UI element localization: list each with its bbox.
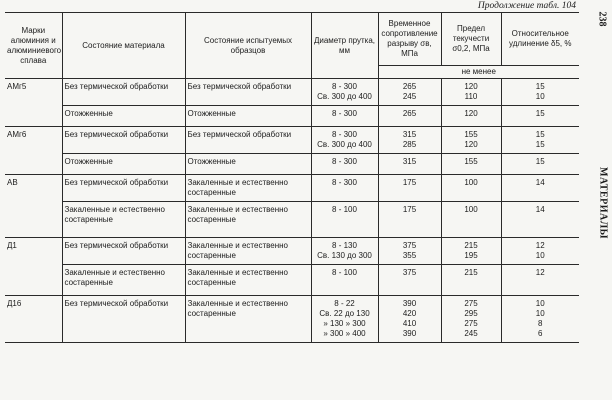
diameter-cell-value: Св. 300 до 400 <box>317 92 372 101</box>
tensile-cell-value: 410 <box>402 319 417 328</box>
diameter-cell <box>311 127 378 154</box>
tensile-cell-value: 355 <box>402 251 417 260</box>
properties-table <box>5 12 579 343</box>
table-row <box>5 296 579 343</box>
diameter-cell <box>311 296 378 343</box>
grade-cell: Д16 <box>5 296 62 343</box>
yield-cell-value: 120 <box>464 140 478 149</box>
yield-cell <box>441 106 501 127</box>
tensile-cell-value: 420 <box>402 309 417 318</box>
table-row <box>5 202 579 238</box>
yield-cell <box>441 79 501 106</box>
diameter-cell-value: 8 - 130 <box>332 241 357 250</box>
tensile-cell-value: 390 <box>402 299 417 308</box>
yield-cell-value: 120 <box>464 82 478 91</box>
tensile-cell <box>378 238 441 265</box>
specimen-state-cell: Закаленные и естественно состаренные <box>185 238 311 265</box>
tensile-cell <box>378 154 441 175</box>
header-diameter: Диаметр прутка, мм <box>311 13 378 79</box>
elongation-cell-value: 15 <box>535 130 545 139</box>
yield-cell-value: 215 <box>464 268 478 277</box>
yield-cell <box>441 127 501 154</box>
table-row <box>5 175 579 202</box>
specimen-state-cell: Закаленные и естественно состаренные <box>185 296 311 343</box>
diameter-cell-value: Св. 130 до 300 <box>317 251 372 260</box>
elongation-cell-value: 8 <box>538 319 543 328</box>
specimen-state-cell: Без термической обработки <box>185 79 311 106</box>
table-caption: Продолжение табл. 104 <box>477 1 576 11</box>
yield-cell <box>441 296 501 343</box>
elongation-cell <box>501 79 579 106</box>
diameter-cell-value: » 300 » 400 <box>323 329 366 338</box>
elongation-cell <box>501 106 579 127</box>
diameter-cell-value: 8 - 300 <box>332 130 357 139</box>
section-title: МАТЕРИАЛЫ <box>597 167 609 239</box>
table-row <box>5 106 579 127</box>
grade-cell: Д1 <box>5 238 62 296</box>
diameter-cell-value: 8 - 300 <box>332 82 357 91</box>
material-state-cell: Без термической обработки <box>62 127 185 154</box>
elongation-cell-value: 12 <box>535 268 545 277</box>
yield-cell-value: 100 <box>464 205 478 214</box>
diameter-cell <box>311 265 378 296</box>
diameter-cell-value: 8 - 300 <box>332 157 357 166</box>
page-number: 238 <box>596 11 608 27</box>
diameter-cell <box>311 238 378 265</box>
material-state-cell: Закаленные и естественно состаренные <box>62 265 185 296</box>
elongation-cell-value: 6 <box>538 329 543 338</box>
yield-cell-value: 195 <box>464 251 478 260</box>
grade-cell: АВ <box>5 175 62 238</box>
yield-cell <box>441 238 501 265</box>
diameter-cell <box>311 79 378 106</box>
tensile-cell <box>378 127 441 154</box>
header-elongation: Относительное удлинение δ5, % <box>501 13 579 66</box>
yield-cell <box>441 202 501 238</box>
elongation-cell <box>501 154 579 175</box>
tensile-cell <box>378 202 441 238</box>
yield-cell-value: 100 <box>464 178 478 187</box>
yield-cell-value: 120 <box>464 109 478 118</box>
yield-cell-value: 215 <box>464 241 478 250</box>
yield-cell-value: 275 <box>464 319 478 328</box>
diameter-cell-value: Св. 22 до 130 <box>319 309 370 318</box>
yield-cell-value: 155 <box>464 130 478 139</box>
header-grade: Марки алюминия и алюминиевого сплава <box>5 13 62 79</box>
material-state-cell: Отожженные <box>62 154 185 175</box>
yield-cell <box>441 265 501 296</box>
elongation-cell <box>501 296 579 343</box>
yield-cell <box>441 175 501 202</box>
diameter-cell-value: 8 - 300 <box>332 178 357 187</box>
diameter-cell <box>311 154 378 175</box>
yield-cell-value: 155 <box>464 157 478 166</box>
yield-cell-value: 275 <box>464 299 478 308</box>
tensile-cell <box>378 265 441 296</box>
tensile-cell <box>378 79 441 106</box>
tensile-cell-value: 315 <box>402 157 417 166</box>
grade-cell: АМг5 <box>5 79 62 127</box>
diameter-cell <box>311 202 378 238</box>
specimen-state-cell: Закаленные и естественно состаренные <box>185 265 311 296</box>
header-not-less: не менее <box>378 66 579 79</box>
header-tensile: Временное сопротивление разрыву σв, МПа <box>378 13 441 66</box>
material-state-cell: Закаленные и естественно состаренные <box>62 202 185 238</box>
tensile-cell <box>378 296 441 343</box>
elongation-cell-value: 15 <box>535 109 545 118</box>
material-state-cell: Без термической обработки <box>62 175 185 202</box>
elongation-cell-value: 10 <box>535 299 545 308</box>
elongation-cell-value: 15 <box>535 82 545 91</box>
yield-cell-value: 110 <box>464 92 478 101</box>
diameter-cell-value: » 130 » 300 <box>323 319 366 328</box>
table-row <box>5 127 579 154</box>
tensile-cell-value: 265 <box>402 109 417 118</box>
tensile-cell-value: 245 <box>402 92 417 101</box>
specimen-state-cell: Закаленные и естественно состаренные <box>185 202 311 238</box>
elongation-cell-value: 15 <box>535 140 545 149</box>
tensile-cell <box>378 175 441 202</box>
tensile-cell-value: 375 <box>402 241 417 250</box>
elongation-cell-value: 14 <box>535 178 545 187</box>
header-specimen-state: Состояние испытуемых образцов <box>185 13 311 79</box>
yield-cell-value: 245 <box>464 329 478 338</box>
elongation-cell <box>501 265 579 296</box>
elongation-cell-value: 10 <box>535 92 545 101</box>
diameter-cell <box>311 175 378 202</box>
material-state-cell: Без термической обработки <box>62 79 185 106</box>
elongation-cell <box>501 175 579 202</box>
specimen-state-cell: Отожженные <box>185 106 311 127</box>
diameter-cell-value: Св. 300 до 400 <box>317 140 372 149</box>
header-material-state: Состояние материала <box>62 13 185 79</box>
elongation-cell-value: 14 <box>535 205 545 214</box>
table-row <box>5 265 579 296</box>
elongation-cell-value: 15 <box>535 157 545 166</box>
tensile-cell-value: 175 <box>402 205 417 214</box>
diameter-cell <box>311 106 378 127</box>
elongation-cell-value: 10 <box>535 251 545 260</box>
tensile-cell-value: 175 <box>402 178 417 187</box>
diameter-cell-value: 8 - 100 <box>332 205 357 214</box>
material-state-cell: Без термической обработки <box>62 296 185 343</box>
elongation-cell <box>501 127 579 154</box>
specimen-state-cell: Отожженные <box>185 154 311 175</box>
diameter-cell-value: 8 - 300 <box>332 109 357 118</box>
tensile-cell-value: 390 <box>402 329 417 338</box>
elongation-cell-value: 10 <box>535 309 545 318</box>
table-row <box>5 238 579 265</box>
elongation-cell-value: 12 <box>535 241 545 250</box>
tensile-cell-value: 315 <box>402 130 417 139</box>
grade-cell: АМг6 <box>5 127 62 175</box>
material-state-cell: Без термической обработки <box>62 238 185 265</box>
specimen-state-cell: Без термической обработки <box>185 127 311 154</box>
header-yield: Предел текучести σ0,2, МПа <box>441 13 501 66</box>
tensile-cell-value: 265 <box>402 82 417 91</box>
tensile-cell <box>378 106 441 127</box>
diameter-cell-value: 8 - 100 <box>332 268 357 277</box>
material-state-cell: Отожженные <box>62 106 185 127</box>
yield-cell-value: 295 <box>464 309 478 318</box>
yield-cell <box>441 154 501 175</box>
diameter-cell-value: 8 - 22 <box>334 299 355 308</box>
tensile-cell-value: 375 <box>402 268 417 277</box>
elongation-cell <box>501 202 579 238</box>
table-row <box>5 79 579 106</box>
tensile-cell-value: 285 <box>402 140 417 149</box>
table-row <box>5 154 579 175</box>
specimen-state-cell: Закаленные и естественно состаренные <box>185 175 311 202</box>
elongation-cell <box>501 238 579 265</box>
